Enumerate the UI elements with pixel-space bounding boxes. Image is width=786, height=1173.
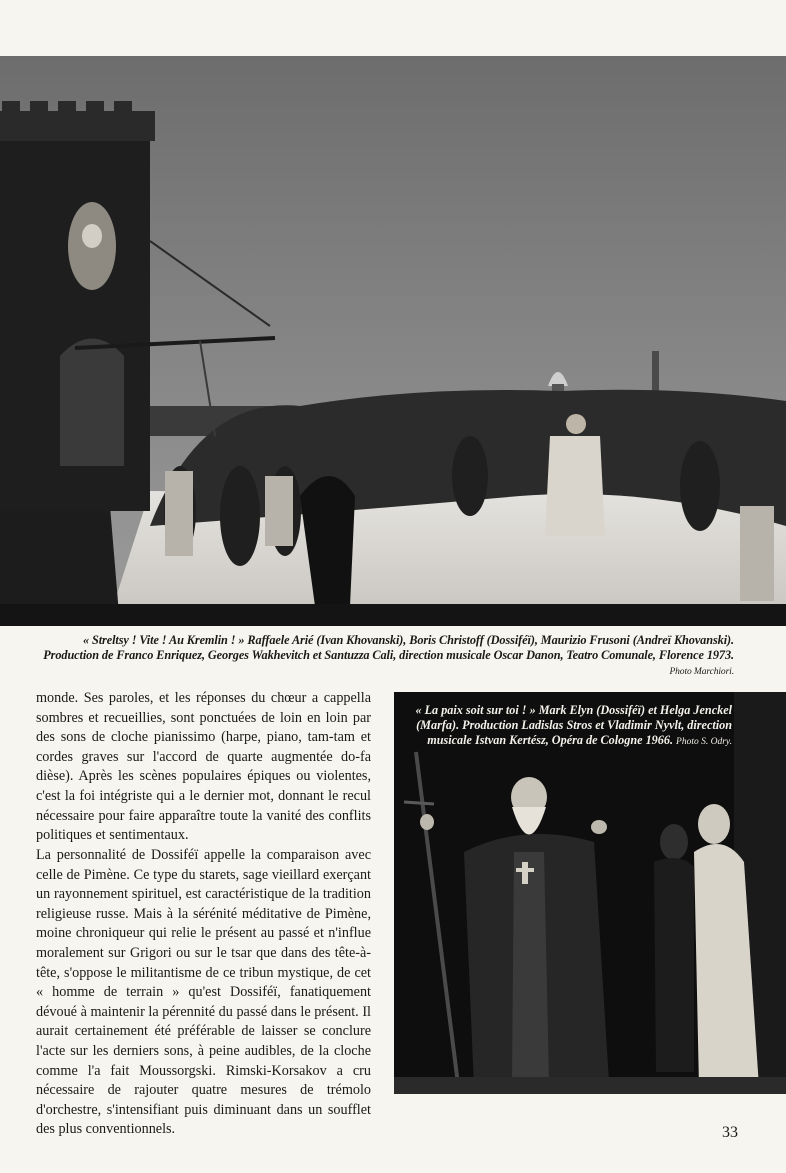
body-paragraph-1 — [36, 689, 371, 846]
bottom-photo-credit: Photo S. Odry. — [676, 737, 732, 748]
top-photo-caption — [28, 633, 734, 680]
body-paragraph-2 — [36, 846, 371, 1140]
bottom-caption-text: « La paix soit sur toi ! » Mark Elyn (Dossiféï) et Helga Jenckel (Marfa). Production Ladislas Stros et Vladimir Nyvlt, direction musicale Istvan Kertész, Opéra de Cologne 1966. — [415, 703, 732, 748]
kremlin-stage-photo — [0, 56, 786, 626]
bottom-photo-caption — [414, 703, 732, 751]
top-photo-credit: Photo Marchiori. — [669, 667, 734, 677]
dossifei-marfa-photo — [394, 692, 786, 1094]
page-number: 33 — [722, 1124, 738, 1141]
top-caption-text: « Streltsy ! Vite ! Au Kremlin ! » Raffaele Arié (Ivan Khovanski), Boris Christoff (Dossiféï), Maurizio Frusoni (Andreï Khovanski). Production de Franco Enriquez, Georges Wakhevitch et Santuzza Cali, direction musicale Oscar Danon, Teatro Comunale, Florence 1973. — [43, 633, 734, 662]
paragraph-2-text: La personnalité de Dossiféï appelle la comparaison avec celle de Pimène. Ce type du starets, sage vieillard exerçant un rayonnement spirituel, est caractéristique de la tradition religieuse russe. Mais à la sérénité méditative de Pimène, moine chroniqueur qui relie le présent au passé et n'influe moralement sur Grigori ou sur le tsar que dans des tête-à-tête, s'oppose le militantisme de ce tribun mystique, de cet « homme de terrain » qu'est Dossiféï, fanatiquement dévoué à maintenir la pérennité du passé dans le présent. Il aurait certainement été préférable de laisser se conclure l'acte sur les derniers sons, à peine audibles, de la cloche comme l'a fait Moussorgski. Rimski-Korsakov a cru nécessaire de rajouter quatre mesures de trémolo d'orchestre, s'intensifiant puis diminuant dans un soufflet des plus conventionnels. — [36, 847, 371, 1138]
paragraph-1-text: monde. Ses paroles, et les réponses du chœur a cappella sombres et recueillies, sont ponctuées de loin en loin par des sons de cloche pianissimo (harpe, piano, tam-tam et cordes graves sur l'accord de quarte augmentée do-fa dièse). Après les scènes populaires épiques ou violentes, c'est la foi intégriste qui a le dernier mot, donnant le recul nécessaire pour faire apparaître toute la vanité des conflits politiques et sentimentaux. — [36, 690, 371, 844]
